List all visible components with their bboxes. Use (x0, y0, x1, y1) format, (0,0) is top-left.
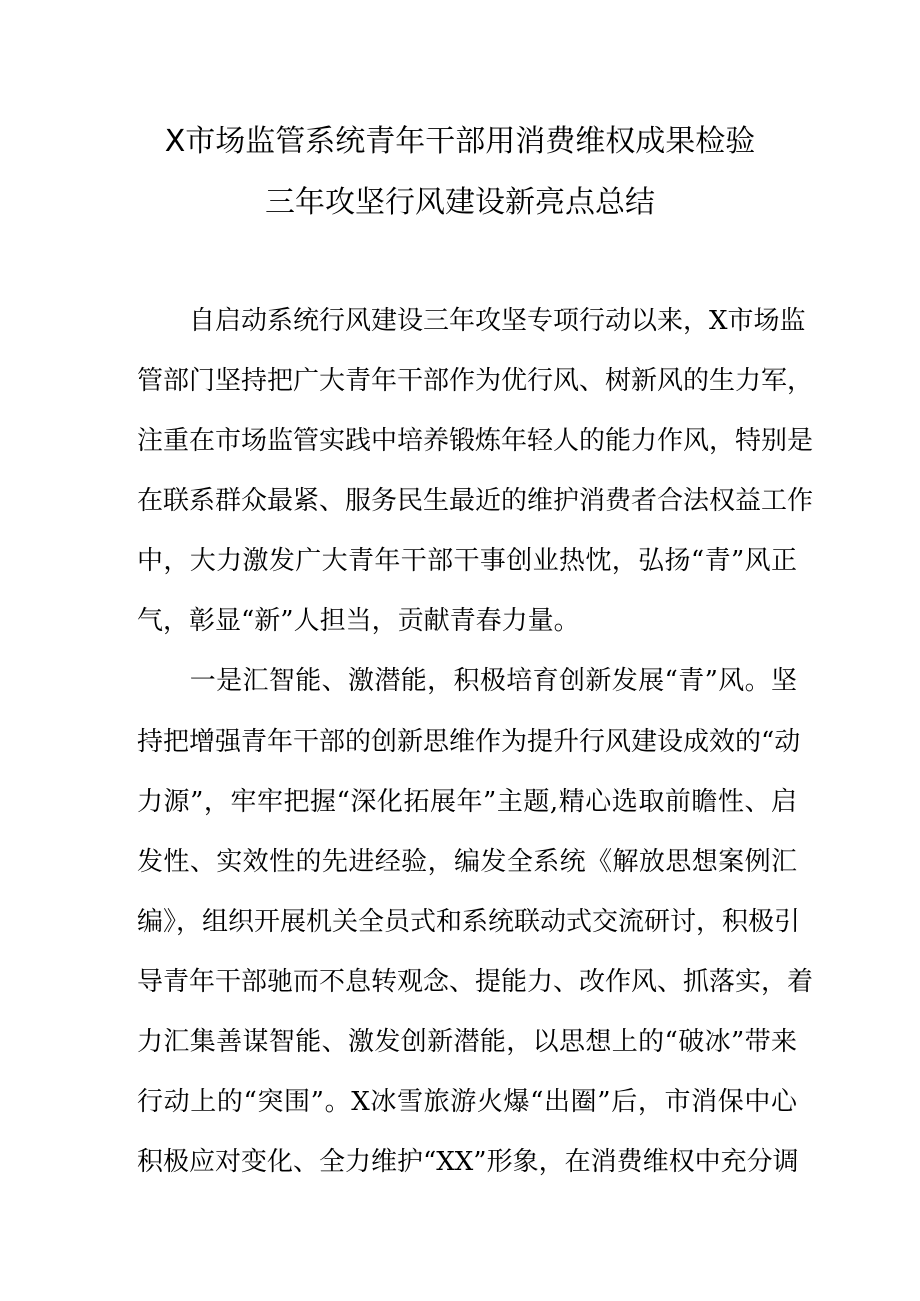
paragraph-line: 积极应对变化、全力维护“XX”形象，在消费维权中充分调 (137, 1147, 799, 1177)
paragraph-line: 管部门坚持把广大青年干部作为优行风、树新风的生力军， (137, 366, 814, 396)
paragraph-line: 力源”，牢牢把握“深化拓展年”主题,精心选取前瞻性、启 (137, 787, 797, 817)
document-title-line-2: 三年攻坚行风建设新亮点总结 (265, 185, 655, 220)
paragraph-line: 一是汇智能、激潜能，积极培育创新发展“青”风。坚 (137, 666, 797, 696)
paragraph-line: 在联系群众最紧、服务民生最近的维护消费者合法权益工作 (137, 486, 814, 516)
paragraph-line: 编》，组织开展机关全员式和系统联动式交流研讨，积极引 (137, 907, 801, 937)
paragraph-line: 力汇集善谋智能、激发创新潜能，以思想上的“破冰”带来 (137, 1027, 797, 1057)
paragraph-line: 自启动系统行风建设三年攻坚专项行动以来，X市场监 (137, 306, 806, 336)
paragraph-line: 导青年干部驰而不息转观念、提能力、改作风、抓落实，着 (137, 967, 814, 997)
paragraph-line: 气，彰显“新”人担当，贡献青春力量。 (137, 606, 580, 636)
paragraph-line: 中，大力激发广大青年干部干事创业热忱，弘扬“青”风正 (137, 546, 797, 576)
paragraph-line: 行动上的“突围”。X冰雪旅游火爆“出圈”后，市消保中心 (137, 1087, 797, 1117)
paragraph-line: 发性、实效性的先进经验，编发全系统《解放思想案例汇 (137, 847, 797, 877)
paragraph-line: 持把增强青年干部的创新思维作为提升行风建设成效的“动 (137, 727, 801, 757)
document-title-line-1: X市场监管系统青年干部用消费维权成果检验 (164, 124, 756, 159)
paragraph-line: 注重在市场监管实践中培养锻炼年轻人的能力作风，特别是 (137, 426, 814, 456)
